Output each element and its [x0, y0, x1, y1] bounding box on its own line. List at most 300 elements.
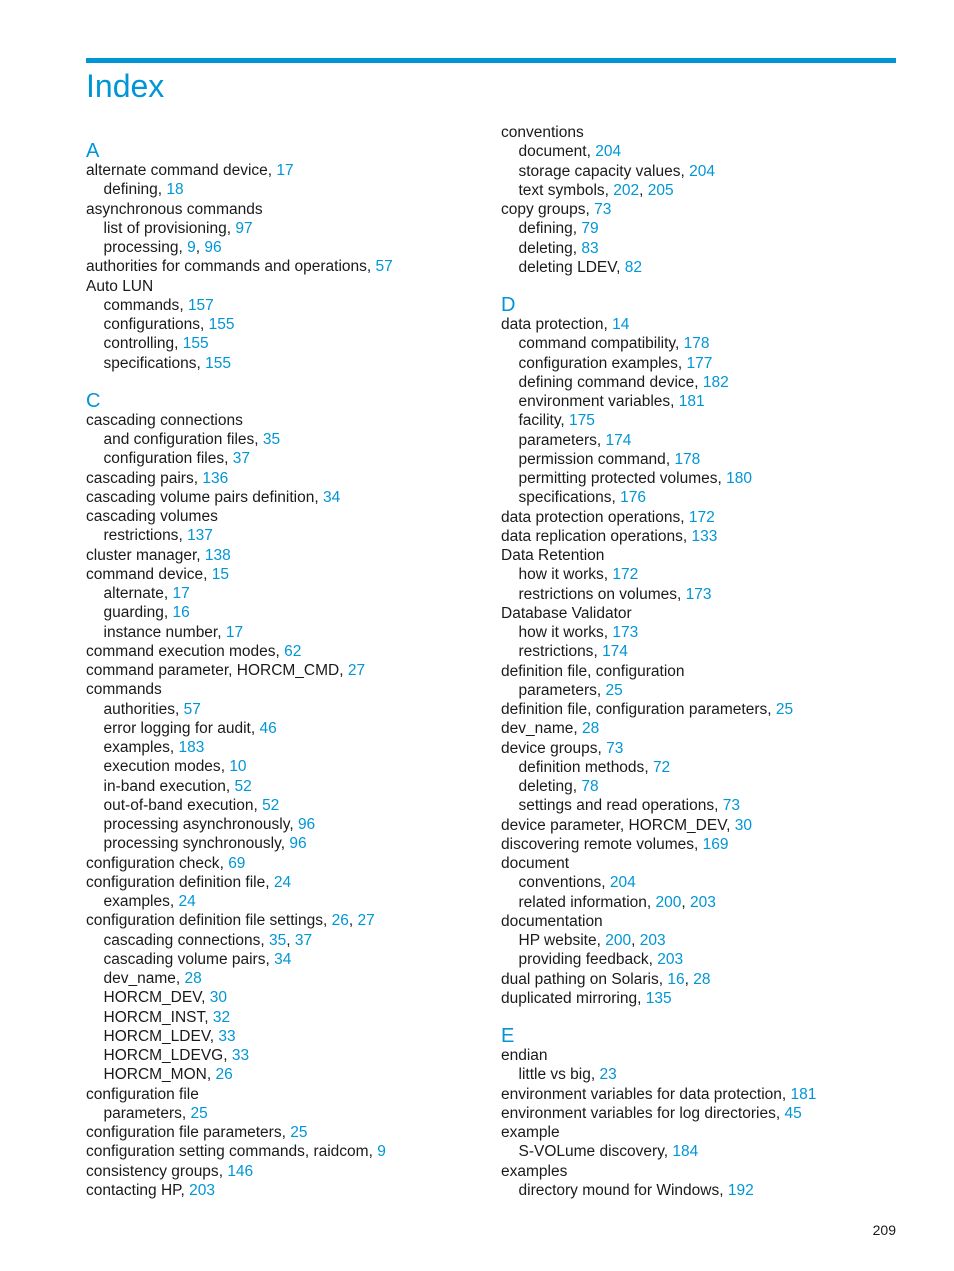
index-term: permission command: [518, 450, 666, 468]
index-separator: ,: [200, 316, 209, 333]
index-separator: ,: [781, 1085, 791, 1103]
index-subentry: [86, 757, 486, 776]
page-reference-link[interactable]: 52: [234, 777, 252, 795]
page-reference-link[interactable]: 174: [602, 643, 628, 661]
index-separator: ,: [209, 1027, 219, 1045]
page-reference-link[interactable]: 204: [609, 874, 636, 892]
page-reference-link[interactable]: 83: [581, 239, 599, 257]
index-term: dev_name: [103, 970, 176, 987]
page-reference-link[interactable]: 26: [331, 912, 349, 930]
index-subentry: [501, 1142, 901, 1161]
page-reference-link[interactable]: 157: [187, 296, 214, 314]
index-entry: [86, 411, 486, 430]
index-entry: [501, 1085, 901, 1104]
page-reference-link[interactable]: 25: [290, 1124, 308, 1141]
index-entry: [501, 835, 901, 854]
index-term: HORCM_LDEVG: [103, 1047, 224, 1064]
page-reference-link[interactable]: 173: [612, 624, 639, 641]
index-subentry: [501, 162, 901, 181]
index-separator: ,: [348, 912, 358, 930]
index-column-left: [86, 141, 486, 1200]
page-reference-link[interactable]: 32: [212, 1008, 231, 1026]
page-reference-link[interactable]: 57: [375, 258, 393, 276]
page-reference-link[interactable]: 204: [689, 162, 715, 180]
index-separator: ,: [163, 604, 173, 622]
index-separator: ,: [203, 565, 212, 583]
index-term: definition methods: [518, 758, 645, 776]
index-separator: ,: [631, 932, 640, 949]
index-entry: [501, 200, 901, 219]
index-term: command compatibility: [518, 335, 675, 353]
page-reference-link[interactable]: 37: [232, 450, 250, 468]
index-term: commands: [103, 296, 180, 314]
index-separator: ,: [648, 951, 658, 969]
index-subentry: [86, 738, 486, 757]
index-subentry: [501, 181, 901, 200]
index-separator: ,: [694, 373, 703, 391]
page-reference-link[interactable]: 200: [655, 893, 682, 911]
index-term: text symbols: [518, 181, 605, 199]
index-subentry: [86, 354, 486, 373]
index-subentry: [86, 180, 486, 199]
index-subentry: [86, 430, 486, 449]
index-separator: ,: [196, 546, 205, 564]
index-entry: [501, 546, 901, 565]
page-reference-link[interactable]: 14: [612, 316, 630, 333]
index-term: contacting HP: [86, 1181, 181, 1199]
page-reference-link[interactable]: 73: [606, 739, 624, 757]
page-reference-link[interactable]: 28: [184, 970, 202, 987]
index-letter-heading: E: [501, 1025, 515, 1047]
index-entry: [86, 1181, 486, 1200]
page-reference-link[interactable]: 172: [612, 566, 639, 584]
index-term: device parameter, HORCM_DEV: [501, 816, 727, 834]
page-reference-link[interactable]: 24: [178, 893, 196, 910]
index-term: configuration file parameters: [86, 1124, 282, 1141]
index-entry: [501, 1162, 901, 1181]
index-separator: ,: [611, 489, 621, 507]
index-subentry: [86, 777, 486, 796]
index-subentry: [86, 988, 486, 1007]
index-separator: ,: [658, 970, 668, 988]
index-term: copy groups: [501, 201, 586, 218]
index-term: data protection operations: [501, 508, 681, 526]
page-reference-link[interactable]: 137: [187, 527, 213, 545]
page-reference-link[interactable]: 136: [202, 469, 229, 487]
page-reference-link[interactable]: 34: [274, 950, 292, 968]
index-separator: ,: [573, 720, 583, 738]
page-reference-link[interactable]: 181: [790, 1085, 817, 1103]
index-subentry: [86, 623, 486, 642]
page-reference-link[interactable]: 73: [722, 797, 740, 815]
index-term: examples: [501, 1162, 568, 1180]
index-subentry: [501, 373, 901, 392]
index-separator: ,: [201, 989, 210, 1007]
index-subentry: [86, 700, 486, 719]
index-term: alternate command device: [86, 162, 268, 179]
index-subentry: [501, 777, 901, 796]
page-reference-link[interactable]: 181: [678, 393, 705, 410]
index-term: HORCM_DEV: [103, 989, 202, 1007]
page-reference-link[interactable]: 96: [297, 816, 316, 833]
index-term: dual pathing on Solaris: [501, 970, 659, 988]
page-reference-link[interactable]: 174: [605, 431, 632, 449]
index-separator: ,: [180, 1181, 190, 1199]
index-term: device groups: [501, 739, 598, 757]
index-subentry: [86, 334, 486, 353]
page-reference-link[interactable]: 10: [229, 758, 247, 776]
index-term: examples: [103, 739, 170, 756]
index-term: definition file, configuration parameters: [501, 701, 768, 718]
index-subentry: [501, 642, 901, 661]
index-subentry: [86, 1065, 486, 1084]
index-separator: ,: [178, 527, 188, 545]
index-term: cascading connections: [103, 931, 261, 949]
index-term: deleting: [518, 239, 573, 257]
index-subentry: [501, 1065, 901, 1084]
page-reference-link[interactable]: 57: [183, 700, 201, 718]
page-reference-link[interactable]: 15: [211, 565, 230, 583]
page-reference-link[interactable]: 17: [172, 585, 190, 602]
index-entry: [501, 719, 901, 738]
page-reference-link[interactable]: 202: [613, 181, 640, 199]
index-subentry: [501, 450, 901, 469]
page-reference-link[interactable]: 33: [218, 1027, 236, 1045]
index-term: cascading volumes: [86, 508, 218, 525]
page-reference-link[interactable]: 175: [569, 412, 595, 430]
index-entry: [501, 1123, 901, 1142]
page-reference-link[interactable]: 25: [190, 1104, 208, 1122]
index-term: configuration definition file: [86, 873, 266, 891]
page-reference-link[interactable]: 82: [624, 258, 643, 276]
index-separator: ,: [179, 296, 188, 314]
index-separator: ,: [693, 835, 703, 853]
index-separator: ,: [677, 354, 687, 372]
page-reference-link[interactable]: 204: [595, 143, 622, 161]
index-separator: ,: [260, 931, 269, 949]
index-term: deleting LDEV: [518, 258, 617, 276]
index-entry: [86, 507, 486, 526]
index-term: duplicated mirroring: [501, 989, 638, 1007]
index-term: environment variables for log directories: [501, 1104, 776, 1122]
page-reference-link[interactable]: 155: [208, 316, 235, 333]
page-reference-link[interactable]: 25: [605, 681, 623, 699]
index-term: little vs big: [518, 1066, 591, 1084]
index-term: conventions: [518, 874, 602, 892]
index-separator: ,: [717, 470, 727, 487]
page-reference-link[interactable]: 200: [605, 932, 632, 949]
index-entry: [501, 989, 901, 1008]
page-reference-link[interactable]: 180: [726, 470, 753, 487]
page-reference-link[interactable]: 35: [268, 931, 287, 949]
page-reference-link[interactable]: 37: [294, 931, 313, 949]
index-term: asynchronous commands: [86, 200, 263, 218]
page-reference-link[interactable]: 52: [262, 796, 280, 814]
page-reference-link[interactable]: 45: [784, 1104, 802, 1122]
index-term: discovering remote volumes: [501, 835, 694, 853]
index-entry: [86, 488, 486, 507]
page-reference-link[interactable]: 182: [702, 373, 729, 391]
page-reference-link[interactable]: 17: [276, 162, 294, 179]
index-separator: ,: [368, 1143, 378, 1161]
index-entry: [86, 873, 486, 892]
header-rule: [86, 58, 896, 63]
page-reference-link[interactable]: 97: [235, 219, 253, 237]
index-separator: ,: [670, 393, 679, 410]
index-entry: [501, 508, 901, 527]
index-subentry: [501, 623, 901, 642]
index-separator: ,: [366, 258, 376, 276]
index-term: defining: [518, 220, 573, 238]
page-reference-link[interactable]: 73: [594, 201, 612, 218]
index-subentry: [86, 219, 486, 238]
index-subentry: [501, 392, 901, 411]
index-separator: ,: [314, 488, 323, 506]
index-term: defining command device: [518, 373, 695, 391]
index-term: configuration setting commands, raidcom: [86, 1143, 369, 1161]
index-subentry: [86, 584, 486, 603]
page-reference-link[interactable]: 79: [581, 220, 599, 238]
index-separator: ,: [572, 239, 582, 257]
page-reference-link[interactable]: 25: [775, 701, 794, 718]
index-term: how it works: [518, 624, 604, 641]
index-term: restrictions on volumes: [518, 585, 678, 603]
index-term: configurations: [103, 316, 201, 333]
page-reference-link[interactable]: 203: [657, 951, 684, 969]
index-subentry: [501, 239, 901, 258]
page-reference-link[interactable]: 146: [227, 1162, 254, 1180]
page-reference-link[interactable]: 203: [690, 893, 716, 911]
page-reference-link[interactable]: 69: [228, 854, 246, 872]
page-reference-link[interactable]: 205: [647, 181, 674, 199]
index-entry: [501, 604, 901, 623]
page-reference-link[interactable]: 28: [582, 720, 600, 738]
index-separator: ,: [572, 778, 582, 795]
page-reference-link[interactable]: 34: [322, 488, 341, 506]
index-separator: ,: [681, 893, 690, 911]
index-subentry: [501, 950, 901, 969]
index-term: and configuration files: [103, 431, 255, 448]
index-subentry: [86, 526, 486, 545]
page-reference-link[interactable]: 24: [273, 873, 292, 891]
page-reference-link[interactable]: 33: [231, 1047, 250, 1064]
index-subentry: [501, 258, 901, 277]
index-subentry: [501, 334, 901, 353]
index-term: directory mound for Windows: [518, 1181, 720, 1199]
index-term: restrictions: [518, 643, 594, 661]
index-entry: [86, 565, 486, 584]
index-term: configuration files: [103, 450, 225, 468]
index-subentry: [501, 565, 901, 584]
index-term: defining: [103, 181, 158, 199]
index-term: storage capacity values: [518, 162, 681, 180]
page-reference-link[interactable]: 203: [189, 1181, 215, 1199]
index-entry: [86, 1162, 486, 1181]
page-reference-link[interactable]: 72: [652, 758, 671, 776]
index-entry: [86, 469, 486, 488]
index-separator: ,: [174, 335, 183, 353]
index-entry: [86, 1085, 486, 1104]
index-term: configuration check: [86, 854, 220, 872]
page-reference-link[interactable]: 30: [209, 989, 227, 1007]
index-separator: ,: [267, 162, 277, 179]
index-entry: [86, 854, 486, 873]
index-separator: ,: [196, 354, 206, 372]
page-reference-link[interactable]: 177: [686, 354, 713, 372]
index-separator: ,: [603, 624, 613, 641]
page-reference-link[interactable]: 16: [172, 604, 190, 622]
index-term: providing feedback: [518, 951, 649, 969]
index-term: HORCM_LDEV: [103, 1027, 210, 1045]
index-subentry: [86, 238, 486, 257]
index-separator: ,: [680, 162, 690, 180]
index-entry: [86, 161, 486, 180]
page-reference-link[interactable]: 169: [702, 835, 729, 853]
index-separator: ,: [157, 181, 167, 199]
index-subentry: [501, 931, 901, 950]
index-separator: ,: [169, 893, 179, 910]
index-separator: ,: [572, 220, 582, 238]
page-reference-link[interactable]: 9: [187, 239, 196, 256]
index-separator: ,: [596, 932, 606, 949]
page-reference-link[interactable]: 135: [645, 989, 672, 1007]
page-reference-link[interactable]: 30: [734, 816, 753, 834]
index-separator: ,: [169, 739, 179, 756]
index-separator: ,: [217, 623, 226, 641]
index-subentry: [501, 585, 901, 604]
index-separator: ,: [204, 1008, 213, 1026]
page-reference-link[interactable]: 96: [204, 239, 222, 256]
index-entry: [86, 1123, 486, 1142]
index-term: environment variables for data protection: [501, 1085, 782, 1103]
index-subentry: [86, 315, 486, 334]
index-subentry: [86, 969, 486, 988]
index-term: parameters: [103, 1104, 182, 1122]
page-reference-link[interactable]: 62: [284, 642, 302, 660]
index-subentry: [86, 1008, 486, 1027]
index-subentry: [501, 431, 901, 450]
index-separator: ,: [639, 181, 648, 199]
index-subentry: [86, 892, 486, 911]
index-separator: ,: [224, 450, 233, 468]
index-separator: ,: [684, 970, 694, 988]
page-reference-link[interactable]: 17: [225, 623, 244, 641]
index-term: processing: [103, 239, 179, 256]
index-term: guarding: [103, 604, 164, 622]
index-term: conventions: [501, 124, 584, 141]
index-term: parameters: [518, 431, 597, 449]
index-separator: ,: [590, 1066, 600, 1084]
page-reference-link[interactable]: 184: [672, 1143, 699, 1161]
index-separator: ,: [254, 431, 263, 448]
index-term: configuration file: [86, 1085, 199, 1103]
index-term: permitting protected volumes: [518, 470, 718, 487]
index-term: consistency groups: [86, 1162, 219, 1180]
index-separator: ,: [225, 777, 235, 795]
page-reference-link[interactable]: 28: [693, 970, 711, 988]
index-term: command device: [86, 565, 204, 583]
page-reference-link[interactable]: 27: [357, 912, 375, 930]
page-reference-link[interactable]: 176: [620, 489, 647, 507]
index-entry: [86, 257, 486, 276]
page-reference-link[interactable]: 192: [727, 1181, 754, 1199]
index-separator: ,: [223, 1047, 232, 1064]
page-reference-link[interactable]: 155: [182, 335, 209, 353]
index-term: Database Validator: [501, 604, 632, 622]
index-term: execution modes: [103, 758, 221, 776]
index-separator: ,: [775, 1104, 785, 1122]
index-separator: ,: [586, 143, 596, 161]
index-separator: ,: [280, 835, 290, 853]
page-reference-link[interactable]: 172: [688, 508, 715, 526]
index-separator: ,: [719, 1181, 728, 1199]
page-reference-link[interactable]: 9: [377, 1143, 386, 1161]
index-term: documentation: [501, 912, 603, 930]
index-entry: [501, 970, 901, 989]
index-subentry: [501, 219, 901, 238]
index-term: Auto LUN: [86, 277, 154, 295]
index-term: example: [501, 1124, 560, 1141]
index-letter-heading: A: [86, 140, 100, 162]
page-reference-link[interactable]: 78: [581, 778, 599, 795]
index-term: Data Retention: [501, 547, 605, 564]
page-reference-link[interactable]: 155: [205, 354, 232, 372]
index-entry: [501, 315, 901, 334]
page-title: Index: [86, 68, 165, 104]
index-separator: ,: [646, 893, 656, 911]
page-reference-link[interactable]: 16: [667, 970, 685, 988]
index-separator: ,: [206, 1066, 216, 1084]
page-reference-link[interactable]: 138: [204, 546, 231, 564]
index-term: data replication operations: [501, 527, 683, 545]
page-reference-link[interactable]: 23: [599, 1066, 617, 1084]
index-separator: ,: [219, 854, 229, 872]
index-subentry: [501, 488, 901, 507]
page-reference-link[interactable]: 18: [166, 181, 184, 199]
index-entry: [501, 739, 901, 758]
index-separator: ,: [560, 412, 570, 430]
page-reference-link[interactable]: 178: [683, 335, 710, 353]
index-subentry: [86, 931, 486, 950]
index-letter-heading: D: [501, 294, 516, 316]
page-reference-link[interactable]: 96: [289, 835, 307, 853]
page-reference-link[interactable]: 173: [685, 585, 712, 603]
page-reference-link[interactable]: 178: [674, 450, 701, 468]
index-subentry: [501, 354, 901, 373]
page-reference-link[interactable]: 133: [691, 527, 718, 545]
index-term: command execution modes: [86, 642, 276, 660]
index-separator: ,: [226, 219, 236, 237]
index-separator: ,: [644, 758, 653, 776]
page-reference-link[interactable]: 46: [259, 719, 277, 737]
index-entry: [86, 200, 486, 219]
page-reference-link[interactable]: 203: [639, 932, 666, 949]
page-reference-link[interactable]: 35: [262, 431, 281, 448]
index-subentry: [86, 603, 486, 622]
page-reference-link[interactable]: 27: [347, 662, 366, 679]
index-term: authorities: [103, 700, 176, 718]
index-entry: [501, 816, 901, 835]
page-reference-link[interactable]: 26: [215, 1066, 233, 1084]
index-term: document: [501, 855, 570, 872]
page-number: 209: [872, 1222, 896, 1238]
page-reference-link[interactable]: 183: [178, 739, 205, 756]
index-subentry: [501, 142, 901, 161]
index-separator: ,: [603, 316, 613, 333]
index-separator: ,: [585, 201, 595, 218]
index-subentry: [86, 1104, 486, 1123]
index-subentry: [501, 681, 901, 700]
